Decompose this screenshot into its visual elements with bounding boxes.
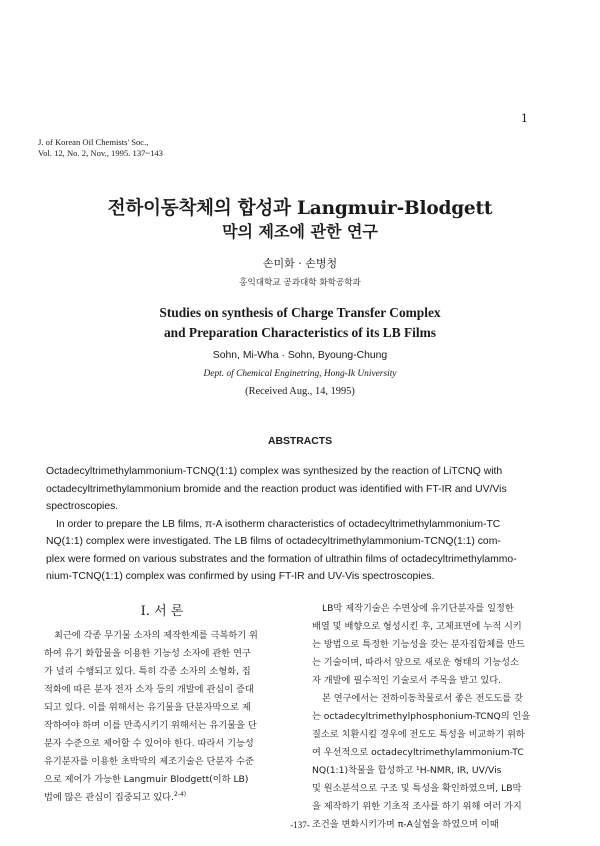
abstract-paragraph-1 — [46, 463, 554, 516]
english-authors: Sohn, Mi-Wha · Sohn, Byoung-Chung — [212, 350, 388, 361]
body-line: 으로 제어가 가능한 Langmuir Blodgett(이하 LB) — [44, 774, 249, 785]
body-line: 유기분자를 이용한 초박막의 제조기술은 단분자 수준 — [44, 756, 254, 767]
body-line: 자 개발에 필수적인 기술로서 주목을 받고 있다. — [312, 675, 502, 686]
body-line: 조건을 변화시키가며 π-A실험을 하였으며 이때 — [312, 819, 499, 830]
body-line: 질소로 치환시킬 경우에 전도도 특성을 비교하기 위하 — [312, 729, 525, 740]
abstract-line: plex were formed on various substrates and the formation of ultrathin films of octadecyltrimethylammo- — [46, 553, 517, 565]
abstract-body — [46, 463, 554, 586]
body-line: 여 우선적으로 octadecyltrimethylammonium-TC — [312, 747, 524, 758]
body-line: 최근에 각종 무기물 소자의 제작한계를 극복하기 위 — [54, 630, 258, 641]
received-date: (Received Aug., 14, 1995) — [245, 386, 355, 397]
english-title-line-2: and Preparation Characteristics of its LB Films — [163, 325, 436, 340]
body-line: 하여 유기 화합물을 이용한 기능성 소자에 관한 연구 — [44, 648, 251, 659]
abstract-line: NQ(1:1) complex were investigated. The LB films of octadecyltrimethylammonium-TCNQ(1:1) com- — [46, 536, 501, 547]
body-line: 적화에 따른 분자 전자 소자 등의 개발에 관심이 증대 — [44, 684, 254, 695]
body-line: 배열 및 배향으로 형성시킨 후, 고체표면에 누적 시키 — [312, 621, 522, 632]
abstract-line: In order to prepare the LB films, π-A isotherm characteristics of octadecyltrimethylammonium-TC — [56, 518, 501, 530]
english-affiliation: Dept. of Chemical Enginetring, Hong-Ik University — [203, 369, 397, 379]
body-line: 는 기술이며, 따라서 앞으로 새로운 형태의 기능성소 — [312, 657, 519, 668]
body-line: 본 연구에서는 전하이동착물로서 좋은 전도도를 갖 — [322, 693, 523, 704]
abstract-line: spectroscopies. — [46, 501, 119, 512]
journal-line-1: J. of Korean Oil Chemists' Soc., — [38, 137, 149, 147]
body-line: NQ(1:1)착물을 합성하고 ¹H-NMR, IR, UV/Vis — [312, 765, 502, 776]
journal-citation — [38, 137, 163, 159]
abstract-paragraph-2 — [46, 516, 554, 586]
korean-authors: 손미화 · 손병청 — [262, 257, 338, 270]
section-heading-introduction: I. 서 론 — [140, 604, 184, 619]
journal-line-2: Vol. 12, No. 2, Nov., 1995. 137~143 — [38, 148, 163, 158]
right-column-text — [312, 600, 560, 834]
korean-title-line-1: 전하이동착체의 합성과 Langmuir-Blodgett — [107, 198, 493, 219]
body-line: 가 널리 수행되고 있다. 특히 각종 소자의 소형화, 집 — [44, 666, 251, 677]
english-title-line-1: Studies on synthesis of Charge Transfer Complex — [159, 305, 441, 320]
reference-superscript: 2-4) — [173, 790, 187, 798]
body-line: 는 octadecyltrimethylphosphonium-TCNQ의 인을 — [312, 711, 531, 722]
body-line: LB막 제작기술은 수면상에 유기단분자를 일정한 — [322, 603, 514, 614]
body-line: 및 원소분석으로 구조 및 특성을 확인하였으며, LB막 — [312, 783, 522, 794]
page-number: 1 — [521, 112, 528, 125]
korean-title-line-2: 막의 제조에 관한 연구 — [222, 222, 378, 241]
korean-affiliation: 홍익대학교 공과대학 화학공학과 — [239, 278, 361, 288]
footer-page-number: -137- — [290, 820, 310, 830]
body-line-last — [44, 789, 284, 807]
body-line: 는 방법으로 특정한 기능성을 갖는 분자집합체를 만드 — [312, 639, 525, 650]
body-line-text: 법에 많은 관심이 집중되고 있다. — [44, 792, 174, 803]
abstract-heading: ABSTRACTS — [267, 436, 333, 447]
body-line: 되고 있다. 이를 위해서는 유기물을 단분자막으로 제 — [44, 702, 251, 713]
body-line: 을 제작하기 위한 기초적 조사를 하기 위해 여러 가지 — [312, 801, 522, 812]
body-line: 작하여야 하며 이를 만족시키기 위해서는 유기물을 단 — [44, 720, 257, 731]
body-line: 분자 수준으로 제어할 수 있어야 한다. 따라서 기능성 — [44, 738, 254, 749]
left-column-text — [44, 627, 284, 807]
abstract-line: Octadecyltrimethylammonium-TCNQ(1:1) complex was synthesized by the reaction of LiTCNQ with — [46, 466, 503, 477]
abstract-line: octadecyltrimethylammonium bromide and the reaction product was identified with FT-IR and UV/Vis — [46, 483, 507, 495]
abstract-line: nium-TCNQ(1:1) complex was confirmed by using FT-IR and UV-Vis spectroscopies. — [46, 571, 435, 582]
